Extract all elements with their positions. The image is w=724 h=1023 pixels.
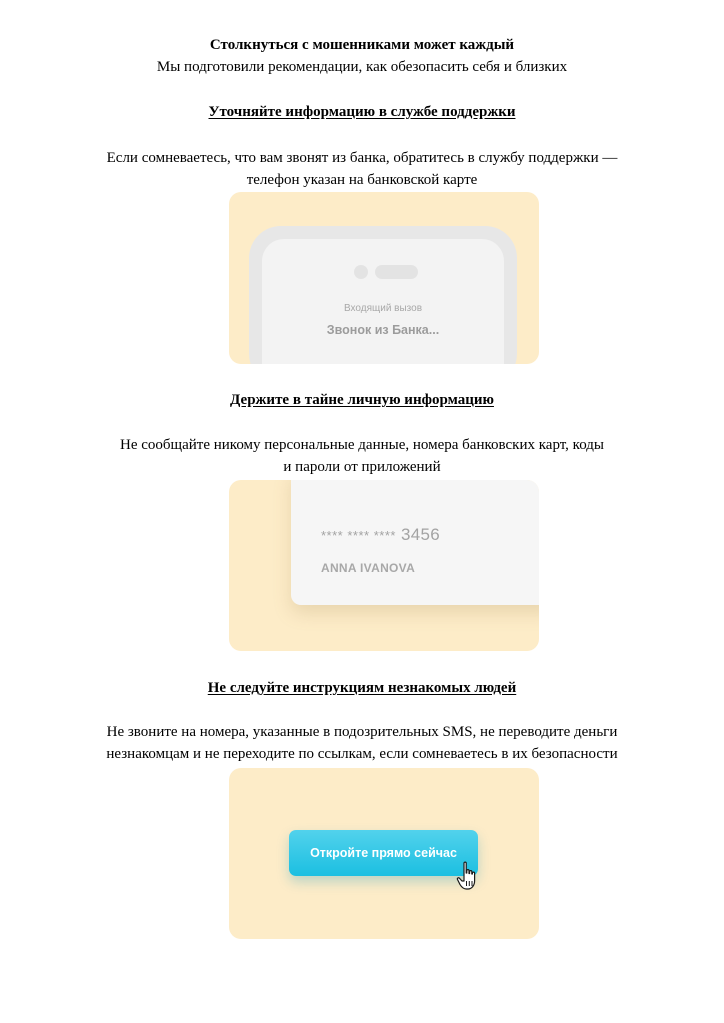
caller-name: Звонок из Банка... xyxy=(326,323,440,337)
phone-frame xyxy=(249,226,517,364)
section-text-privacy-line-2: и пароли от приложений xyxy=(283,459,441,475)
section-text-strangers-line-1: Не звоните на номера, указанные в подозрительных SMS, не переводите деньги xyxy=(106,724,618,740)
section-heading-privacy: Держите в тайне личную информацию xyxy=(230,392,494,408)
open-now-button[interactable]: Откройте прямо сейчас xyxy=(289,830,478,876)
bank-card xyxy=(291,480,539,605)
phone-screen xyxy=(262,239,504,364)
phone-speaker-icon xyxy=(375,265,418,279)
card-number-last-digits: 3456 xyxy=(400,525,440,544)
incoming-call-label: Входящий вызов xyxy=(343,303,423,314)
section-heading-support: Уточняйте информацию в службе поддержки xyxy=(208,104,516,120)
phone-illustration xyxy=(229,192,539,364)
section-heading-strangers: Не следуйте инструкциям незнакомых людей xyxy=(207,680,517,696)
document-subtitle: Мы подготовили рекомендации, как обезопасить себя и близких xyxy=(156,59,568,75)
section-text-support-line-1: Если сомневаетесь, что вам звонят из банка, обратитесь в службу поддержки — xyxy=(106,150,618,166)
document-title: Столкнуться с мошенниками может каждый xyxy=(209,37,515,53)
section-text-support-line-2: телефон указан на банковской карте xyxy=(246,172,478,188)
phone-camera-icon xyxy=(354,265,368,279)
bank-card-illustration xyxy=(229,480,539,651)
hand-pointer-icon xyxy=(456,861,480,891)
link-button-illustration xyxy=(229,768,539,939)
card-number xyxy=(321,525,440,545)
section-text-strangers-line-2: незнакомцам и не переходите по ссылкам, если сомневаетесь в их безопасности xyxy=(106,746,618,762)
card-holder-name: ANNA IVANOVA xyxy=(321,561,416,575)
card-number-masked: **** **** **** xyxy=(321,528,396,543)
section-text-privacy-line-1: Не сообщайте никому персональные данные, номера банковских карт, коды xyxy=(120,437,604,453)
